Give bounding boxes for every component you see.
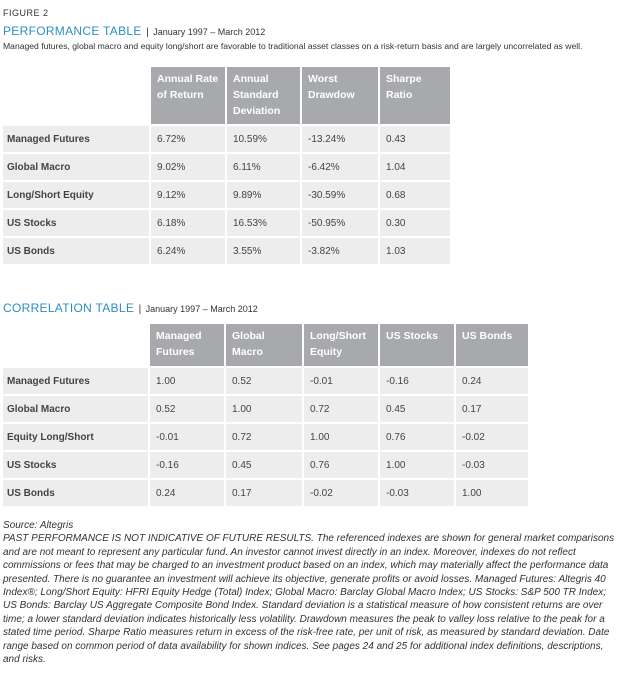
table-cell: 0.52 xyxy=(224,366,302,394)
table-cell: 3.55% xyxy=(225,236,300,264)
table-cell: 1.00 xyxy=(148,366,224,394)
table-row xyxy=(3,236,450,264)
table-header-row xyxy=(3,67,450,124)
table-cell: -0.16 xyxy=(378,366,454,394)
table-cell: -0.02 xyxy=(454,422,528,450)
table-cell: -0.02 xyxy=(302,478,378,506)
footnote-source: Source: Altegris xyxy=(3,520,74,531)
correlation-title: CORRELATION TABLE xyxy=(3,301,135,315)
table-cell: 0.24 xyxy=(454,366,528,394)
table-cell: -50.95% xyxy=(300,208,378,236)
footnote-disclaimer: PAST PERFORMANCE IS NOT INDICATIVE OF FUTURE RESULTS. The referenced indexes are shown for general market comparisons and are not meant to represent any particular fund. An investor cannot invest directly in an index. Moreover, indexes do not reflect commissions or fees that may be charged to an investment product based on an index, which may materially affect the performance data presented. There is no guarantee an investment will achieve its objective, generate profits or avoid losses. Managed Futures: Altegris 40 Index®; Long/Short Equity: HFRI Equity Hedge (Total) Index; Global Macro: Barclay Global Macro Index; US Stocks: S&P 500 TR Index; US Bonds: Barclay US Aggregate Composite Bond Index. Standard deviation is a statistical measure of how consistent returns are over time; a lower standard deviation indicates historically less volatility. Drawdown measures the peak to valley loss relative to the peak for a stated time period. Sharpe Ratio measures return in excess of the risk-free rate, per unit of risk, as measured by standard deviation. Date range based on common period of data availability for shown indices. See pages 24 and 25 for additional index definitions, descriptions, and risks. xyxy=(3,533,615,666)
table-row xyxy=(3,152,450,180)
title-separator: | xyxy=(146,27,149,38)
correlation-title-line xyxy=(3,299,258,317)
table-corner xyxy=(3,324,148,366)
table-cell: 1.00 xyxy=(224,394,302,422)
performance-date-range: January 1997 – March 2012 xyxy=(153,27,266,37)
table-cell: -0.03 xyxy=(378,478,454,506)
table-row xyxy=(3,208,450,236)
row-label: US Stocks xyxy=(3,450,148,478)
table-cell: 0.30 xyxy=(378,208,450,236)
table-cell: 1.04 xyxy=(378,152,450,180)
table-cell: 6.72% xyxy=(149,124,225,152)
performance-title: PERFORMANCE TABLE xyxy=(3,24,142,38)
row-label: US Bonds xyxy=(3,478,148,506)
title-separator: | xyxy=(138,304,142,315)
table-cell: 16.53% xyxy=(225,208,300,236)
column-header: Managed Futures xyxy=(148,324,224,366)
table-cell: 6.18% xyxy=(149,208,225,236)
table-cell: 6.24% xyxy=(149,236,225,264)
column-header: Annual Standard Deviation xyxy=(225,67,300,124)
column-header: Worst Drawdow xyxy=(300,67,378,124)
table-row xyxy=(3,422,528,450)
table-cell: 0.17 xyxy=(454,394,528,422)
table-corner xyxy=(3,67,149,124)
column-header: US Stocks xyxy=(378,324,454,366)
footnote xyxy=(3,519,621,666)
performance-subtitle: Managed futures, global macro and equity long/short are favorable to traditional asset classes on a risk-return basis and are largely uncorrelated as well. xyxy=(3,41,583,51)
table-cell: 1.00 xyxy=(454,478,528,506)
table-cell: 0.17 xyxy=(224,478,302,506)
column-header: Sharpe Ratio xyxy=(378,67,450,124)
row-label: US Stocks xyxy=(3,208,149,236)
table-cell: -0.16 xyxy=(148,450,224,478)
table-cell: 0.72 xyxy=(302,394,378,422)
figure-label: FIGURE 2 xyxy=(3,8,49,18)
table-cell: 0.52 xyxy=(148,394,224,422)
row-label: Managed Futures xyxy=(3,124,149,152)
table-cell: 9.89% xyxy=(225,180,300,208)
table-row xyxy=(3,180,450,208)
table-cell: 0.43 xyxy=(378,124,450,152)
correlation-table xyxy=(3,324,528,506)
row-label: Global Macro xyxy=(3,394,148,422)
table-cell: -13.24% xyxy=(300,124,378,152)
row-label: Global Macro xyxy=(3,152,149,180)
table-row xyxy=(3,124,450,152)
table-cell: -0.01 xyxy=(302,366,378,394)
table-cell: 0.24 xyxy=(148,478,224,506)
row-label: Long/Short Equity xyxy=(3,180,149,208)
table-row xyxy=(3,450,528,478)
table-cell: 9.12% xyxy=(149,180,225,208)
table-cell: 0.45 xyxy=(224,450,302,478)
table-row xyxy=(3,394,528,422)
table-cell: 0.72 xyxy=(224,422,302,450)
table-cell: 1.00 xyxy=(378,450,454,478)
table-cell: 0.45 xyxy=(378,394,454,422)
performance-title-line xyxy=(3,22,265,40)
table-cell: 9.02% xyxy=(149,152,225,180)
table-cell: -3.82% xyxy=(300,236,378,264)
table-cell: 0.68 xyxy=(378,180,450,208)
column-header: Long/Short Equity xyxy=(302,324,378,366)
table-cell: 0.76 xyxy=(378,422,454,450)
column-header: US Bonds xyxy=(454,324,528,366)
correlation-date-range: January 1997 – March 2012 xyxy=(145,304,258,314)
table-header-row xyxy=(3,324,528,366)
column-header: Annual Rate of Return xyxy=(149,67,225,124)
table-cell: -0.01 xyxy=(148,422,224,450)
column-header: Global Macro xyxy=(224,324,302,366)
performance-table xyxy=(3,67,450,264)
table-row xyxy=(3,366,528,394)
row-label: Managed Futures xyxy=(3,366,148,394)
table-cell: -30.59% xyxy=(300,180,378,208)
table-cell: 0.76 xyxy=(302,450,378,478)
table-cell: 10.59% xyxy=(225,124,300,152)
table-cell: 1.00 xyxy=(302,422,378,450)
table-cell: -0.03 xyxy=(454,450,528,478)
table-row xyxy=(3,478,528,506)
row-label: US Bonds xyxy=(3,236,149,264)
table-cell: -6.42% xyxy=(300,152,378,180)
table-cell: 1.03 xyxy=(378,236,450,264)
row-label: Equity Long/Short xyxy=(3,422,148,450)
table-cell: 6.11% xyxy=(225,152,300,180)
